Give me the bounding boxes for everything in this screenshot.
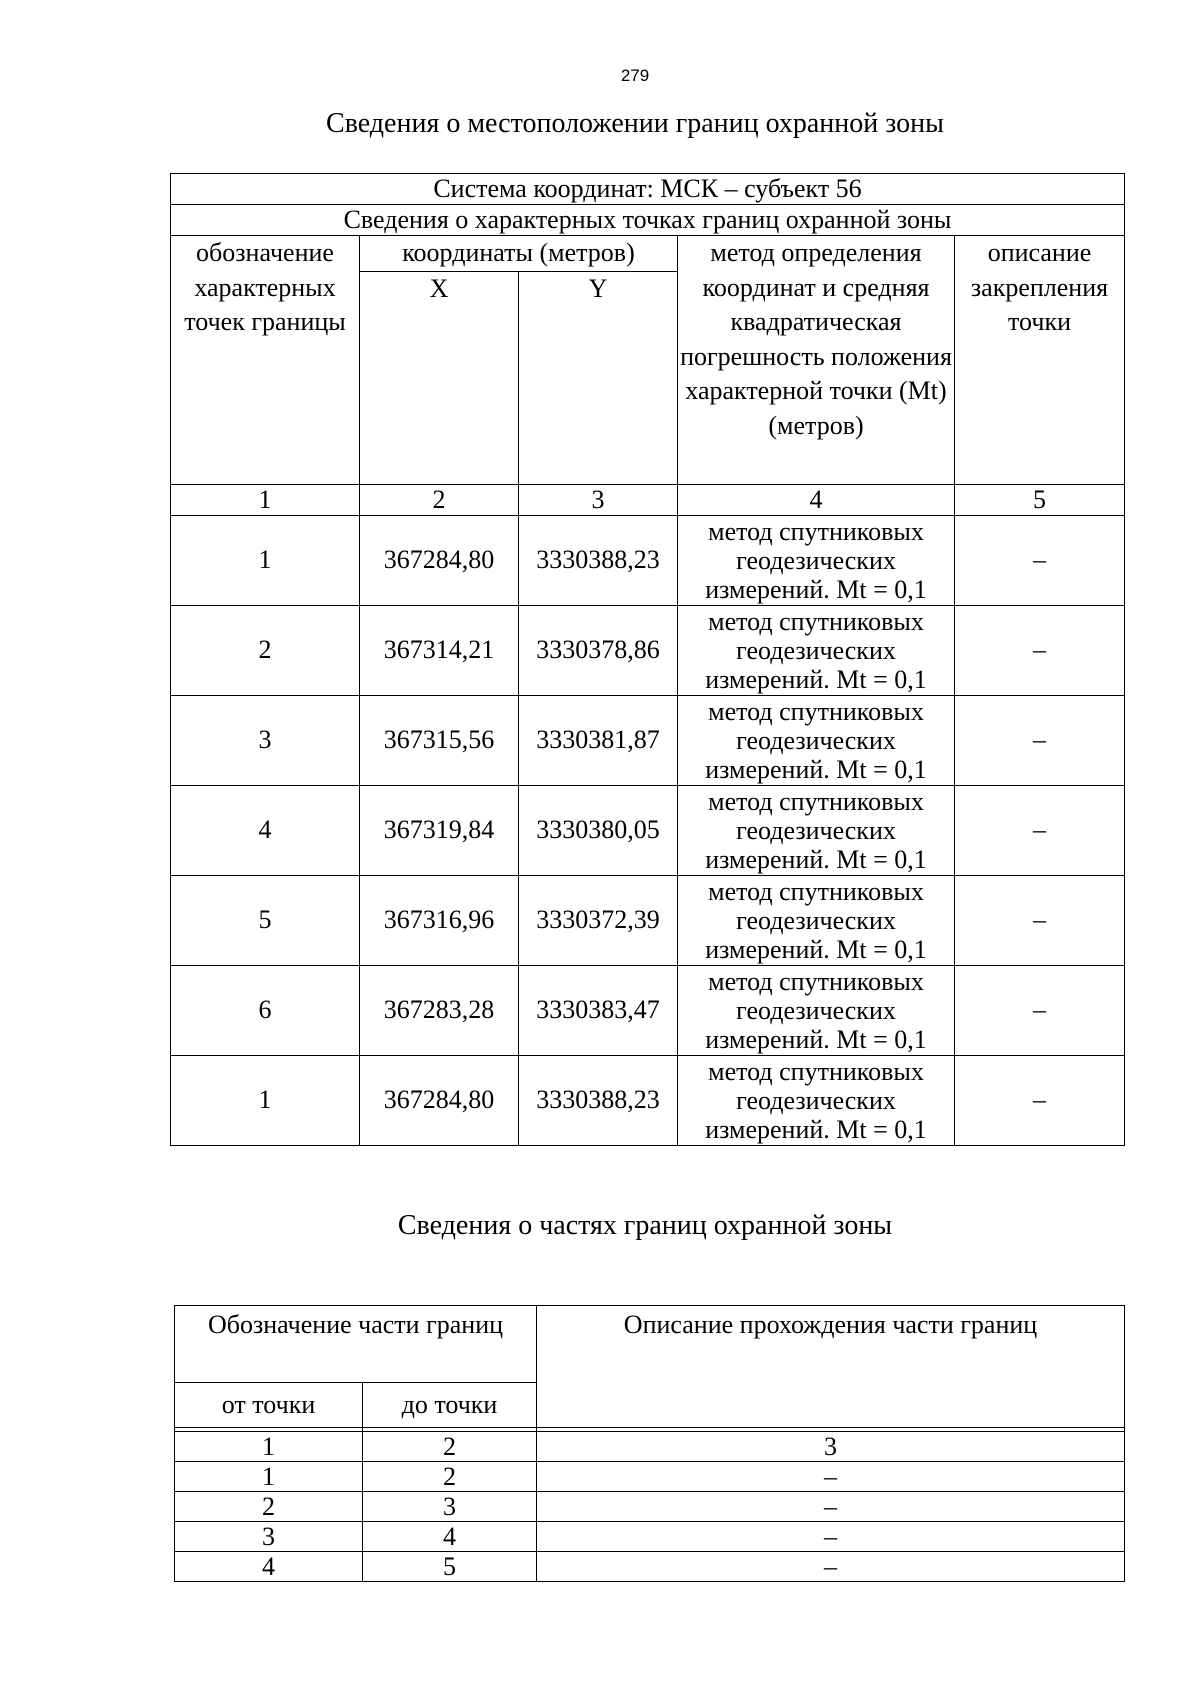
column-number: 1 [171, 484, 360, 515]
table-row [171, 515, 1125, 605]
table-row [171, 1055, 1125, 1145]
from-point-cell: 2 [175, 1492, 363, 1522]
column-number-row [171, 484, 1125, 515]
column-number: 5 [955, 484, 1125, 515]
x-cell: 367315,56 [360, 695, 519, 785]
column-number: 2 [363, 1432, 537, 1462]
description-header: описание закрепления точки [955, 236, 1125, 485]
column-number: 3 [519, 484, 678, 515]
from-point-cell: 4 [175, 1552, 363, 1582]
table-row [175, 1492, 1125, 1522]
page-title: Сведения о местоположении границ охранной зоны [326, 108, 944, 139]
description-cell: – [955, 605, 1125, 695]
point-cell: 4 [171, 785, 360, 875]
column-number: 1 [175, 1432, 363, 1462]
x-header: X [360, 271, 519, 484]
boundary-parts-table [174, 1305, 1125, 1582]
x-cell: 367284,80 [360, 1055, 519, 1145]
point-cell: 6 [171, 965, 360, 1055]
point-cell: 5 [171, 875, 360, 965]
to-point-cell: 3 [363, 1492, 537, 1522]
y-cell: 3330380,05 [519, 785, 678, 875]
part-description-cell: – [537, 1522, 1125, 1552]
method-cell: метод спутниковых геодезических измерений. Mt = 0,1 [678, 1055, 955, 1145]
description-cell: – [955, 965, 1125, 1055]
x-cell: 367316,96 [360, 875, 519, 965]
method-cell: метод спутниковых геодезических измерений. Mt = 0,1 [678, 605, 955, 695]
designation-header: обозначение характерных точек границы [171, 236, 360, 485]
table-row [171, 695, 1125, 785]
part-description-cell: – [537, 1552, 1125, 1582]
y-header: Y [519, 271, 678, 484]
point-cell: 1 [171, 1055, 360, 1145]
table-row [171, 605, 1125, 695]
table-row [175, 1462, 1125, 1492]
coordinate-system-cell: Система координат: МСК – субъект 56 [171, 174, 1125, 205]
y-cell: 3330383,47 [519, 965, 678, 1055]
to-point-header: до точки [363, 1383, 537, 1428]
x-cell: 367319,84 [360, 785, 519, 875]
table-row [175, 1552, 1125, 1582]
x-cell: 367283,28 [360, 965, 519, 1055]
method-cell: метод спутниковых геодезических измерений. Mt = 0,1 [678, 785, 955, 875]
to-point-cell: 4 [363, 1522, 537, 1552]
from-point-header: от точки [175, 1383, 363, 1428]
point-cell: 2 [171, 605, 360, 695]
y-cell: 3330388,23 [519, 515, 678, 605]
description-cell: – [955, 1055, 1125, 1145]
y-cell: 3330388,23 [519, 1055, 678, 1145]
section-title: Сведения о частях границ охранной зоны [397, 1210, 893, 1241]
page-number: 279 [620, 66, 650, 85]
method-cell: метод спутниковых геодезических измерений. Mt = 0,1 [678, 965, 955, 1055]
description-cell: – [955, 785, 1125, 875]
table-row [171, 785, 1125, 875]
description-cell: – [955, 875, 1125, 965]
table-row [171, 875, 1125, 965]
table-row [175, 1522, 1125, 1552]
x-cell: 367284,80 [360, 515, 519, 605]
method-cell: метод спутниковых геодезических измерений. Mt = 0,1 [678, 875, 955, 965]
from-point-cell: 1 [175, 1462, 363, 1492]
y-cell: 3330381,87 [519, 695, 678, 785]
from-point-cell: 3 [175, 1522, 363, 1552]
coordinates-header: координаты (метров) [360, 236, 678, 272]
y-cell: 3330378,86 [519, 605, 678, 695]
description-cell: – [955, 695, 1125, 785]
to-point-cell: 5 [363, 1552, 537, 1582]
x-cell: 367314,21 [360, 605, 519, 695]
column-number: 4 [678, 484, 955, 515]
part-description-header: Описание прохождения части границ [537, 1306, 1125, 1428]
description-cell: – [955, 515, 1125, 605]
column-number-row [175, 1432, 1125, 1462]
y-cell: 3330372,39 [519, 875, 678, 965]
method-cell: метод спутниковых геодезических измерений. Mt = 0,1 [678, 515, 955, 605]
method-cell: метод спутниковых геодезических измерений. Mt = 0,1 [678, 695, 955, 785]
to-point-cell: 2 [363, 1462, 537, 1492]
part-description-cell: – [537, 1462, 1125, 1492]
coordinates-table [170, 173, 1125, 1146]
column-number: 3 [537, 1432, 1125, 1462]
part-designation-header: Обозначение части границ [175, 1306, 537, 1383]
part-description-cell: – [537, 1492, 1125, 1522]
points-info-cell: Сведения о характерных точках границ охранной зоны [171, 205, 1125, 236]
column-number: 2 [360, 484, 519, 515]
table-row [171, 965, 1125, 1055]
method-header: метод определения координат и средняя квадратическая погрешность положения характерной точки (Mt) (метров) [678, 236, 955, 485]
point-cell: 1 [171, 515, 360, 605]
point-cell: 3 [171, 695, 360, 785]
